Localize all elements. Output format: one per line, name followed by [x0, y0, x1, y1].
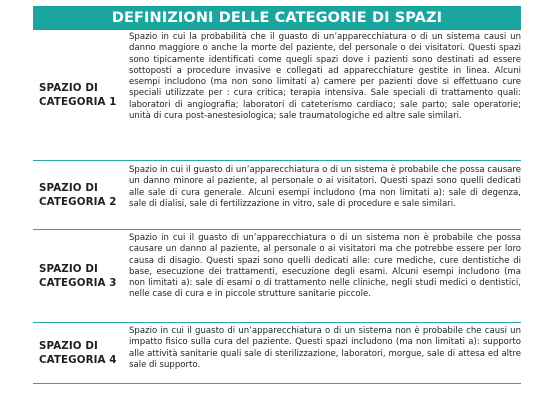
category-description: Spazio in cui il guasto di un’apparecchiatura o di un sistema non è probabile che possa causare un danno al paziente, al personale o ai visitatori ma che potrebbe essere per loro causa di disagio. Questi spazi sono quelli dedicati alle: cure mediche, cure dentistiche di base, esecuzione dei trattamenti, esecuzione degli esami. Alcuni esempi includono (ma non limitati a): sale di esami o di trattamento nelle cliniche, negli studi medici o dentistici, nelle case di cura e in piccole strutture sanitarie piccole. — [129, 233, 521, 300]
category-cell — [33, 161, 127, 229]
category-label-line2: CATEGORIA 4 — [39, 354, 117, 366]
category-description: Spazio in cui il guasto di un’apparecchiatura o di un sistema non è probabile che causi un impatto fisico sulla cura del paziente. Questi spazi includono (ma non limitati a): supporto alle attività sanitarie quali sale di sterilizzazione, laboratori, morgue, sale di attesa ed altre sale di supporto. — [129, 326, 521, 370]
category-label — [39, 81, 117, 110]
category-label-line1: SPAZIO DI — [39, 81, 98, 94]
category-label-line2: CATEGORIA 2 — [39, 196, 117, 208]
category-label-line1: SPAZIO DI — [39, 181, 98, 194]
category-description: Spazio in cui il guasto di un’apparecchiatura o di un sistema è probabile che possa causare un danno minore al paziente, al personale o ai visitatori. Questi spazi sono quelli dedicati alle sale di cura generale. Alcuni esempi includono (ma non limitati a): sale di degenza, sale di dialisi, sale di fertilizzazione in vitro, sale di procedure e sale similari. — [129, 165, 521, 209]
category-label-line1: SPAZIO DI — [39, 262, 98, 275]
category-label-line1: SPAZIO DI — [39, 339, 98, 352]
table-row-category-4 — [33, 323, 521, 384]
categories-table — [33, 6, 521, 384]
category-cell — [33, 230, 127, 322]
table-row-category-3 — [33, 230, 521, 323]
category-label-line2: CATEGORIA 1 — [39, 96, 117, 108]
category-label — [39, 339, 117, 368]
category-cell — [33, 323, 127, 383]
table-row-category-2 — [33, 161, 521, 230]
category-description: Spazio in cui la probabilità che il guasto di un’apparecchiatura o di un sistema causi un danno maggiore o anche la morte del paziente, del personale o dei visitatori. Questi spazi sono tipicamente identificati come quegli spazi dove i pazienti sono destinati ad essere sottoposti a procedure invasive e collegati ad apparecchiature gestite in linea. Alcuni esempi includono (ma non sono limitati a) camere per pazienti dove si effettuano cure speciali utilizzate per : cura critica; terapia intensiva. Sale speciali di trattamento quali: laboratori di angiografia; laboratori di cateterismo cardiaco; sale parto; sale operatorie; unità di cura post-anestesiologica; sale traumatologiche ed altre sale similari. — [129, 32, 521, 122]
category-cell — [33, 30, 127, 160]
table-row-category-1 — [33, 30, 521, 161]
category-label-line2: CATEGORIA 3 — [39, 277, 117, 289]
table-title: DEFINIZIONI DELLE CATEGORIE DI SPAZI — [33, 6, 521, 30]
category-label — [39, 181, 117, 210]
category-label — [39, 262, 117, 291]
